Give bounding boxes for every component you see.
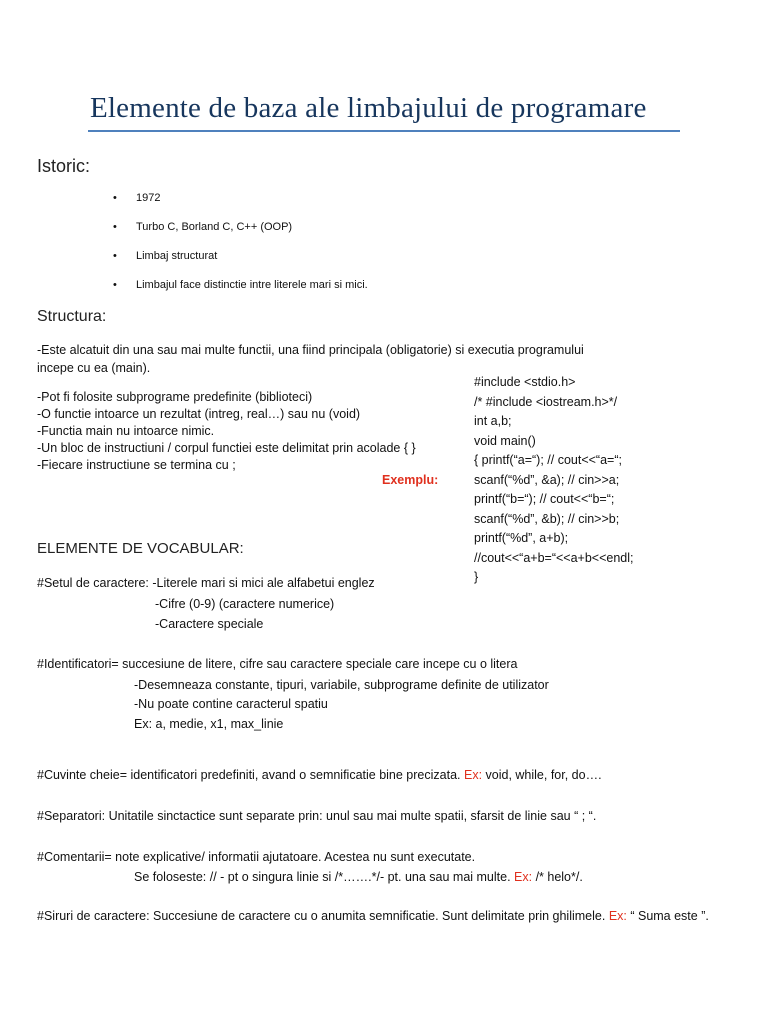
identificatori-line-4: Ex: a, medie, x1, max_linie: [134, 717, 284, 731]
code-line: printf(“b=“); // cout<<“b=“;: [474, 492, 615, 506]
code-line: //cout<<“a+b=“<<a+b<<endl;: [474, 550, 634, 565]
ex-label: Ex:: [514, 870, 533, 884]
exemplu-label: Exemplu:: [382, 473, 439, 487]
code-line: { printf(“a=“); // cout<<“a=“;: [474, 453, 622, 467]
bullet-icon: •: [113, 221, 117, 233]
code-line: scanf(“%d”, &b); // cin>>b;: [474, 511, 620, 526]
structura-line: -Pot fi folosite subprograme predefinite (biblioteci): [37, 390, 313, 404]
code-line: #include <stdio.h>: [474, 375, 576, 389]
title-underline: [88, 130, 680, 132]
siruri-line: #Siruri de caractere: Succesiune de caractere cu o anumita semnificatie. Sunt delimitate prin ghilimele. Ex: “ Suma este ”.: [37, 909, 709, 923]
list-item: • Limbajul face distinctie intre literele mari si mici.: [113, 279, 368, 291]
separatori-line: #Separatori: Unitatile sinctactice sunt separate prin: unul sau mai multe spatii, sfarsit de linie sau “ ; “.: [37, 809, 597, 823]
bullet-icon: •: [113, 250, 117, 262]
code-line: /* #include <iostream.h>*/: [474, 394, 618, 409]
structura-line: -Functia main nu intoarce nimic.: [37, 424, 215, 438]
ex-label: Ex:: [608, 909, 627, 923]
bullet-icon: •: [113, 279, 117, 291]
list-item: • Turbo C, Borland C, C++ (OOP): [113, 221, 293, 233]
identificatori-line-1: #Identificatori= succesiune de litere, cifre sau caractere speciale care incepe cu o litera: [37, 657, 518, 671]
bullet-icon: •: [113, 192, 117, 204]
setul-line-1: #Setul de caractere: -Literele mari si mici ale alfabetui englez: [37, 576, 375, 590]
structura-line: -Un bloc de instructiuni / corpul functiei este delimitat prin acolade { }: [37, 441, 416, 455]
ex-label: Ex:: [463, 768, 483, 782]
structura-intro-line-1: -Este alcatuit din una sau mai multe functii, una fiind principala (obligatorie) si executia programului: [37, 343, 584, 357]
structura-line: -O functie intoarce un rezultat (intreg, real…) sau nu (void): [37, 407, 361, 421]
structura-intro-line-2: incepe cu ea (main).: [37, 361, 151, 375]
identificatori-line-3: -Nu poate contine caracterul spatiu: [134, 697, 328, 711]
setul-line-2: -Cifre (0-9) (caractere numerice): [155, 597, 335, 611]
vocabular-heading: ELEMENTE DE VOCABULAR:: [37, 540, 244, 557]
comentarii-line-2: Se foloseste: // - pt o singura linie si /*…….*/- pt. una sau mai multe. Ex: /* helo*/.: [134, 870, 583, 884]
code-line: printf(“%d”, a+b);: [474, 531, 569, 545]
page-title: Elemente de baza ale limbajului de programare: [90, 92, 647, 124]
list-item: • 1972: [113, 192, 161, 204]
code-line: scanf(“%d”, &a); // cin>>a;: [474, 472, 620, 487]
code-line: int a,b;: [474, 414, 512, 428]
code-line: }: [474, 570, 479, 584]
structura-heading: Structura:: [37, 308, 107, 325]
comentarii-line-1: #Comentarii= note explicative/ informatii ajutatoare. Acestea nu sunt executate.: [37, 850, 476, 864]
setul-line-3: -Caractere speciale: [155, 617, 264, 631]
cuvinte-cheie-line: #Cuvinte cheie= identificatori predefiniti, avand o semnificatie bine precizata. Ex: void, while, for, do….: [37, 768, 602, 782]
code-example: [474, 373, 634, 588]
identificatori-line-2: -Desemneaza constante, tipuri, variabile, subprograme definite de utilizator: [134, 678, 549, 692]
code-line: void main(): [474, 433, 536, 448]
structura-line: -Fiecare instructiune se termina cu ;: [37, 458, 236, 472]
istoric-list: [113, 191, 368, 307]
list-item: • Limbaj structurat: [113, 250, 218, 262]
istoric-heading: Istoric:: [37, 156, 91, 176]
